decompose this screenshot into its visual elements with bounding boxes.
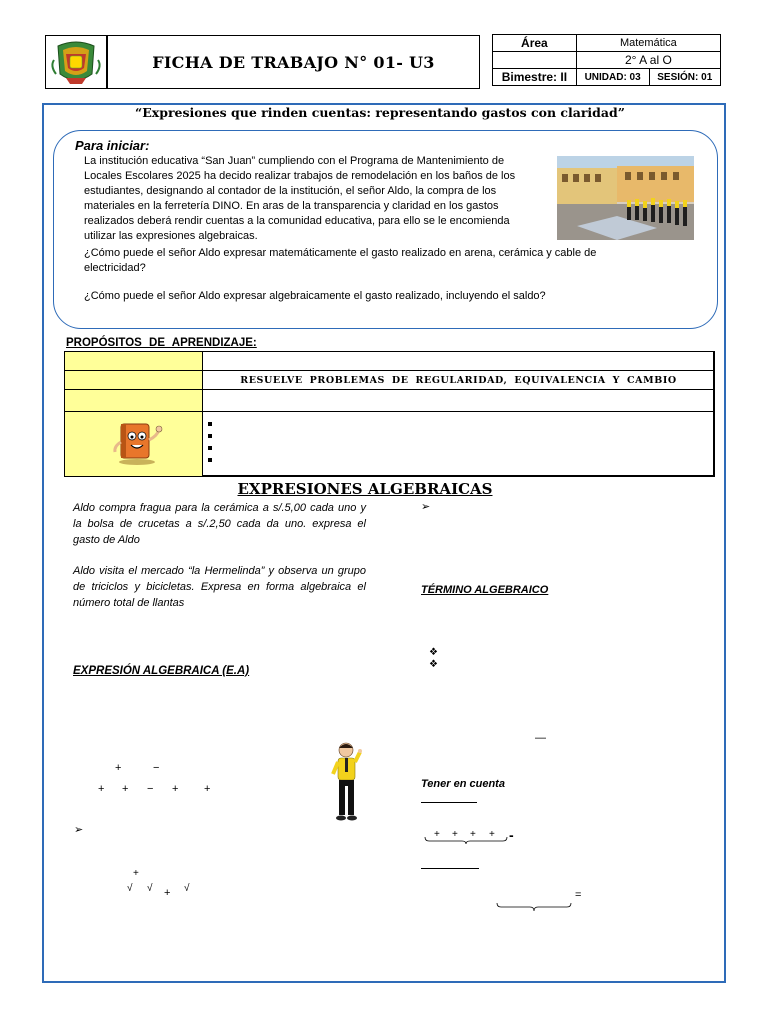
- propositos-competence-cell: [202, 370, 715, 390]
- student-figure-icon: [330, 740, 364, 824]
- intro-paragraph: La institución educativa “San Juan” cumpliendo con el Programa de Mantenimiento de Locales Escolares 2025 ha decido realizar trabajos de remodelación en los baños de los estudiantes, designando al contador de la institución, el señor Aldo, la compra de los materiales en la ferretería DINO. En aras de la transparencia y claridad en los gastos realizados deberá rendir cuentas a la comunidad educativa, para ello se le encomienda utilizar las expresiones algebraicas.: [84, 155, 516, 242]
- plus-sign: +: [452, 829, 458, 840]
- sqrt-sign: √: [184, 883, 190, 894]
- diamond-bullet-icon: ❖: [429, 659, 438, 670]
- arrow-bullet-icon: ➢: [421, 501, 431, 513]
- propositos-cell-3: [64, 370, 203, 390]
- propositos-label: PROPÓSITOS DE APRENDIZAJE:: [66, 337, 257, 349]
- bullet-4: [208, 458, 212, 462]
- sqrt-sign: √: [147, 883, 153, 894]
- problem-2-text: Aldo visita el mercado “la Hermelinda” y observa un grupo de triciclos y bicicletas. Expresa en forma algebraica el número total de llantas: [73, 565, 366, 609]
- area-label: Área: [493, 35, 577, 52]
- plus-sign: +: [470, 829, 476, 840]
- dash-sign: —: [535, 732, 546, 744]
- bimestre-label: Bimestre: II: [493, 69, 577, 86]
- intro-question-2: ¿Cómo puede el señor Aldo expresar algebraicamente el gasto realizado, incluyendo el saldo?: [84, 290, 546, 302]
- diamond-bullet-icon: ❖: [429, 647, 438, 658]
- worksheet-title-frame: [107, 35, 480, 89]
- plus-sign: +: [164, 887, 171, 899]
- propositos-table: [64, 351, 714, 476]
- bullet-3: [208, 446, 212, 450]
- problem-1-text: Aldo compra fragua para la cerámica a s/.5,00 cada uno y la bolsa de crucetas a s/.2,50 cada da uno. expresa el gasto de Aldo: [73, 502, 366, 546]
- book-mascot-icon: [109, 420, 169, 466]
- competence-text: RESUELVE PROBLEMAS DE REGULARIDAD, EQUIVALENCIA Y CAMBIO: [240, 374, 677, 386]
- area-value: Matemática: [576, 35, 720, 52]
- grade-value: 2° A al O: [576, 52, 720, 69]
- worksheet-title: FICHA DE TRABAJO N° 01- U3: [152, 52, 435, 72]
- arrow-bullet-icon: ➢: [74, 824, 84, 836]
- propositos-cell-5: [64, 389, 203, 412]
- unidad-label: UNIDAD: 03: [576, 69, 649, 86]
- equals-sign: =: [575, 889, 582, 901]
- minus-sign: −: [153, 762, 160, 774]
- note-heading: Tener en cuenta: [421, 778, 505, 790]
- bullet-2: [208, 434, 212, 438]
- algebraic-term-heading: TÉRMINO ALGEBRAICO: [421, 584, 549, 596]
- propositos-cell-6: [202, 389, 715, 412]
- sqrt-sign: √: [127, 883, 133, 894]
- note-line: [421, 868, 479, 869]
- plus-sign: +: [133, 868, 139, 879]
- note-underline: [421, 802, 477, 803]
- propositos-cell-1: [64, 351, 203, 371]
- plus-sign: +: [204, 783, 211, 795]
- sesion-label: SESIÓN: 01: [649, 69, 720, 86]
- propositos-bullets-cell: [202, 411, 715, 477]
- school-crest-icon: [46, 36, 106, 88]
- underbrace-2: [496, 902, 572, 911]
- minus-sign: -: [509, 827, 514, 843]
- minus-sign: −: [147, 783, 154, 795]
- plus-sign: +: [434, 829, 440, 840]
- session-info-table: [492, 34, 721, 86]
- section-title: EXPRESIONES ALGEBRAICAS: [237, 480, 493, 498]
- algebraic-expression-heading: EXPRESIÓN ALGEBRAICA (E.A): [73, 665, 250, 677]
- plus-sign: +: [172, 783, 179, 795]
- plus-sign: +: [98, 783, 105, 795]
- plus-sign: +: [122, 783, 129, 795]
- worksheet-subtitle: “Expresiones que rinden cuentas: representando gastos con claridad”: [135, 105, 625, 120]
- school-courtyard-photo: [557, 156, 694, 240]
- plus-sign: +: [489, 829, 495, 840]
- intro-heading: Para iniciar:: [75, 138, 150, 153]
- propositos-cell-2: [202, 351, 715, 371]
- bullet-1: [208, 422, 212, 426]
- propositos-mascot-cell: [64, 411, 203, 477]
- plus-sign: +: [115, 762, 122, 774]
- school-logo-frame: [45, 35, 107, 89]
- intro-question-1: ¿Cómo puede el señor Aldo expresar matemáticamente el gasto realizado en arena, cerámica y cable de electricidad?: [84, 247, 597, 274]
